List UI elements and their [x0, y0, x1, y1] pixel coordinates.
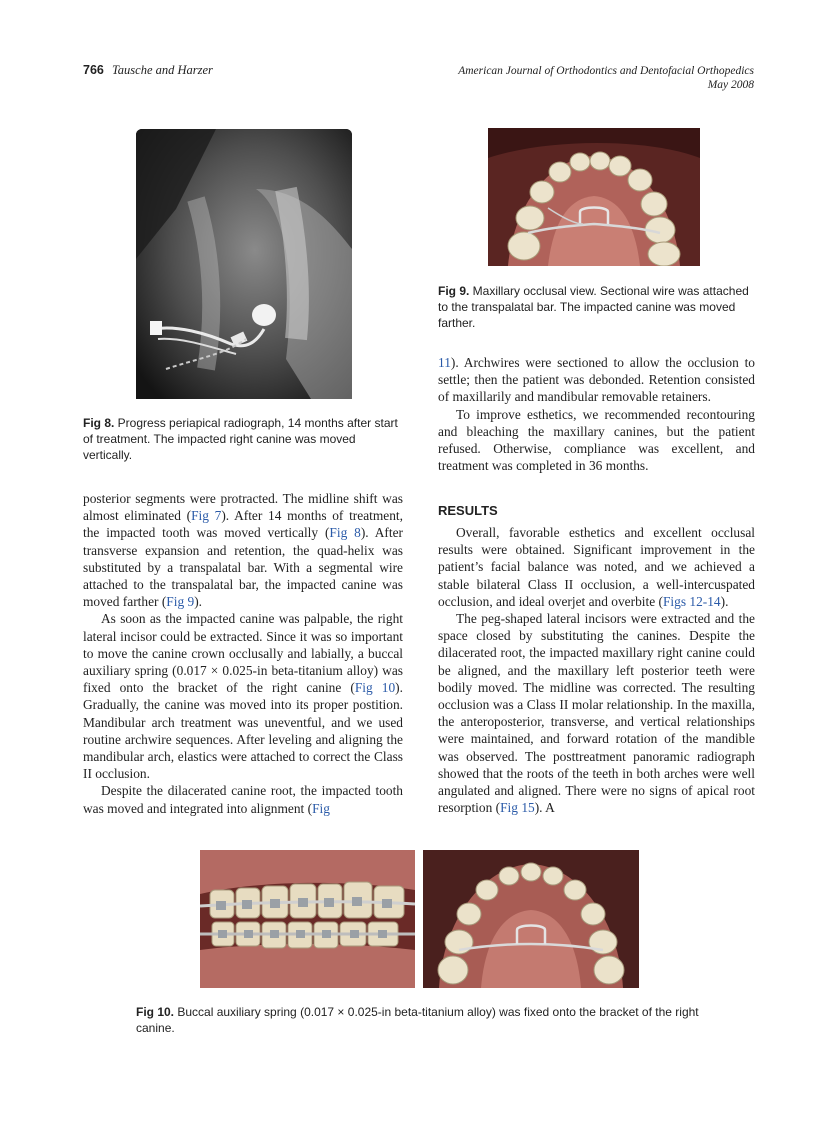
fig10-caption-text: Buccal auxiliary spring (0.017 × 0.025-in beta-titanium alloy) was fixed onto the bracket of the right canine.	[136, 1005, 699, 1035]
paragraph-protraction	[83, 490, 403, 610]
journal-title: American Journal of Orthodontics and Dentofacial Orthopedics	[458, 65, 754, 77]
paragraph-results-detail	[438, 610, 755, 816]
running-authors: Tausche and Harzer	[111, 63, 213, 77]
paragraph-canine-spring	[83, 610, 403, 782]
paragraph-dilacerated-root	[83, 782, 403, 816]
fig8-reference-link[interactable]: Fig 8	[329, 525, 361, 541]
fig10-label: Fig 10.	[136, 1005, 175, 1019]
figs12-14-reference-link[interactable]: Figs 12-14	[662, 593, 721, 609]
paragraph-text: The peg-shaped lateral incisors were extracted and the space closed by substituting the canines. Despite the dilacerated root, the impacted maxillary right canine could be aligned, and the maxillary left posterior teeth were bodily moved. The midline was corrected. The resulting occlusion was a Class II molar relationship. In the maxilla, the anteroposterior, transverse, and vertical relationships were maintained, and forward rotation of the mandible was observed. The posttreatment panoramic radiograph showed that the roots of the teeth in both arches were well angulated and aligned. There were no signs of apical root resorption (	[438, 611, 755, 816]
left-column-text	[83, 490, 403, 817]
paragraph-text: Despite the dilacerated canine root, the impacted tooth was moved and integrated into alignment (	[83, 783, 403, 816]
right-column-top-text	[438, 354, 755, 474]
fig9-caption	[438, 283, 755, 331]
paragraph-text: ).	[720, 593, 729, 609]
fig10-reference-link[interactable]: Fig 10	[354, 680, 396, 696]
paragraph-text: ). After transverse expansion and retention, the quad-helix was substituted by a transpalatal bar. With a segmental wire attached to the transpalatal bar, the impacted canine was moved farther (	[83, 525, 404, 610]
results-heading: RESULTS	[438, 503, 498, 518]
paragraph-text: ). Gradually, the canine was moved into its proper postition. Mandibular arch treatment was uneventful, and we used routine archwire sequences. After leveling and aligning the mandibular arch, elastics were attached to correct the Class II occlusion.	[83, 680, 403, 782]
paragraph-text: posterior segments were protracted. The midline shift was almost eliminated (	[83, 491, 403, 524]
fig10-occlusal-photo	[423, 850, 639, 988]
page-number: 766	[83, 63, 104, 77]
fig9-reference-link[interactable]: Fig 9	[166, 594, 195, 610]
fig7-reference-link[interactable]: Fig 7	[191, 508, 222, 524]
running-header-right	[458, 64, 754, 92]
paragraph-text: As soon as the impacted canine was palpable, the right lateral incisor could be extracted. Since it was so important to move the canine crown occlusally and labially, a buccal auxiliary spring (0.017 × 0.025-in beta-titanium alloy) was fixed onto the bracket of the right canine (	[83, 611, 403, 696]
journal-issue: May 2008	[707, 79, 754, 91]
fig8-label: Fig 8.	[83, 416, 115, 430]
paragraph-text: ).	[194, 594, 202, 610]
paragraph-archwire	[438, 354, 755, 406]
fig8-caption-text: Progress periapical radiograph, 14 months after start of treatment. The impacted right canine was moved vertically.	[83, 416, 398, 462]
fig8-radiograph-image	[136, 129, 352, 399]
paragraph-esthetics: To improve esthetics, we recommended recontouring and bleaching the maxillary canines, but the patient refused. Otherwise, compliance was excellent, and treatment was completed in 36 months.	[438, 406, 755, 474]
paragraph-results-overall	[438, 524, 755, 610]
fig10-caption	[136, 1004, 716, 1036]
paragraph-text: ). Archwires were sectioned to allow the occlusion to settle; then the patient was debonded. Retention consisted of maxillarily and mandibular removable retainers.	[438, 355, 755, 405]
fig15-reference-link[interactable]: Fig 15	[500, 800, 535, 816]
fig11-reference-link[interactable]: Fig	[312, 800, 330, 816]
fig9-occlusal-photo	[488, 128, 700, 266]
fig11-reference-link[interactable]: 11	[438, 355, 451, 370]
fig9-label: Fig 9.	[438, 284, 470, 298]
fig9-caption-text: Maxillary occlusal view. Sectional wire was attached to the transpalatal bar. The impacted canine was moved farther.	[438, 284, 749, 330]
fig10-buccal-photo	[200, 850, 415, 988]
running-header-left	[83, 63, 213, 78]
results-body	[438, 524, 755, 816]
paragraph-text: ). A	[534, 800, 555, 816]
paragraph-text: Overall, favorable esthetics and excellent occlusal results were obtained. Significant improvement in the patient’s facial balance was noted, and we achieved a stable bilateral Class II occlusion, a well-intercuspated occlusion, and ideal overjet and overbite (	[438, 525, 755, 609]
paragraph-text: ). After 14 months of treatment, the impacted tooth was moved vertically (	[83, 508, 403, 541]
fig8-caption	[83, 415, 403, 463]
